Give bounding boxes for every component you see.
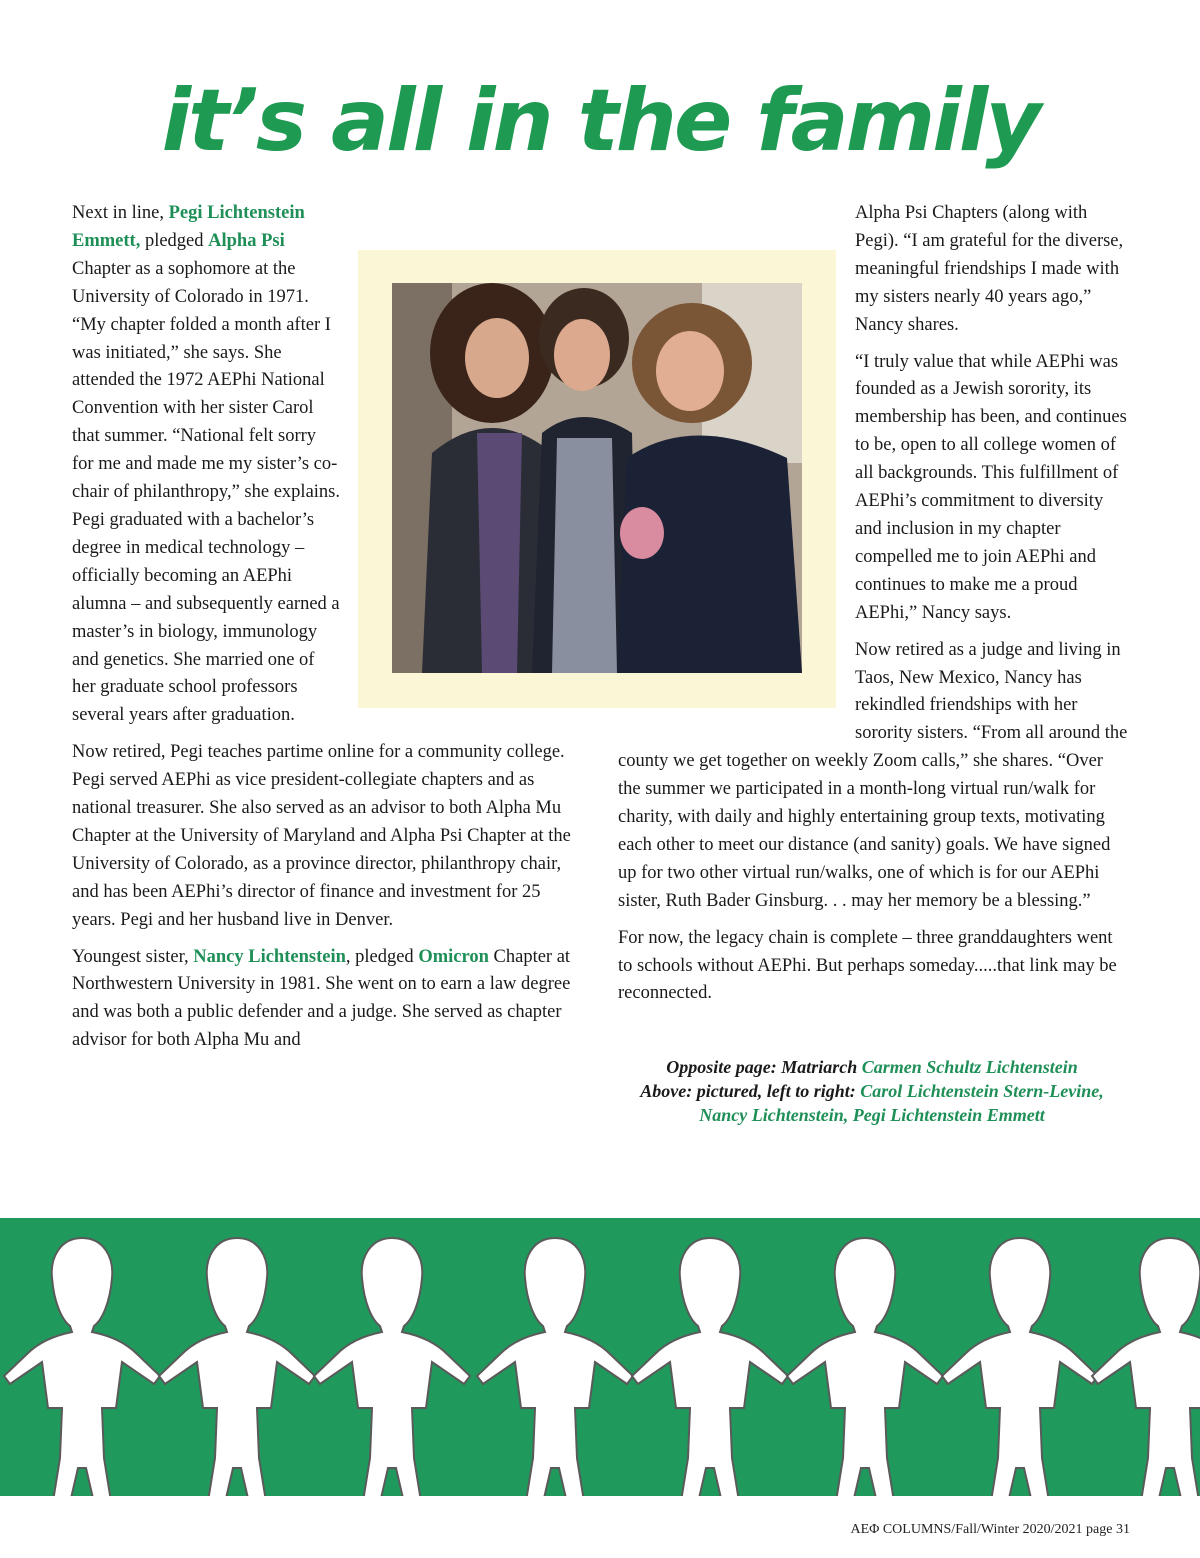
text-run: Youngest sister, xyxy=(72,946,194,967)
doll-8 xyxy=(1092,1238,1200,1496)
name-pegi: Pegi Lichtenstein Emmett, xyxy=(72,203,305,251)
paragraph-legacy: For now, the legacy chain is complete – three granddaughters went to schools without AEPhi. But perhaps someday.....that link may be reconnected. xyxy=(618,927,1117,1004)
paper-doll-chain-band xyxy=(0,1218,1200,1496)
chapter-alpha-psi: Alpha Psi xyxy=(208,230,285,251)
photo-caption xyxy=(612,1055,1132,1127)
photo-frame xyxy=(358,250,836,708)
paragraph-nancy-intro xyxy=(72,944,582,1056)
text-run: , pledged xyxy=(345,946,419,967)
paragraph-pegi-service: Now retired, Pegi teaches partime online for a community college. Pegi served AEPhi as vice president-collegiate chapters and as national treasurer. She also served as an advisor to both Alpha Mu Chapter at the University of Maryland and Alpha Psi Chapter at the University of Colorado, as a province director, philanthropy chair, and has been AEPhi’s director of finance and investment for 25 years. Pegi and her husband live in Denver. xyxy=(72,742,571,930)
caption-line-3: Nancy Lichtenstein, Pegi Lichtenstein Emmett xyxy=(699,1105,1045,1125)
paragraph-pegi-intro xyxy=(72,200,342,730)
text-run: pledged xyxy=(140,230,209,251)
paper-doll-chain xyxy=(0,1218,1200,1496)
doll-4 xyxy=(477,1238,633,1496)
caption-name-carol: Carol Lichtenstein Stern-Levine, xyxy=(860,1081,1104,1101)
page-title: it’s all in the family xyxy=(161,71,1039,171)
doll-3 xyxy=(314,1238,470,1496)
caption-line-2 xyxy=(612,1079,1132,1103)
paragraph-nancy-quote: “I truly value that while AEPhi was founded as a Jewish sorority, its membership has been, and continues to be, open to all college women of all backgrounds. This fulfillment of AEPhi’s commitment to diversity and inclusion in my chapter compelled me to join AEPhi and continues to make me a proud AEPhi,” Nancy says. xyxy=(855,351,1127,623)
text-run: Chapter at Northwestern University in 1981. She went on to earn a law degree and was both a public defender and a judge. She served as chapter advisor for both Alpha Mu and xyxy=(72,946,571,1051)
doll-2 xyxy=(159,1238,315,1496)
caption-text: Above: pictured, left to right: xyxy=(640,1081,861,1101)
sisters-photo-illustration xyxy=(392,283,802,673)
sisters-photo xyxy=(392,283,802,673)
name-nancy: Nancy Lichtenstein xyxy=(193,946,346,967)
paragraph-nancy-retired: Now retired as a judge and living in Taos, New Mexico, Nancy has rekindled friendships with her sorority sisters. “From all around the county we get together on weekly Zoom calls,” she shares. “Over the summer we participated in a month-long virtual run/walk for charity, with daily and highly entertaining group texts, motivating each other to meet our distance (and sanity) goals. We have signed up for two other virtual run/walks, one of which is for our AEPhi sister, Ruth Bader Ginsburg. . . may her memory be a blessing.” xyxy=(618,639,1128,911)
doll-7 xyxy=(942,1238,1098,1496)
doll-5 xyxy=(632,1238,788,1496)
chapter-omicron: Omicron xyxy=(418,946,489,967)
caption-text: Opposite page: Matriarch xyxy=(666,1057,862,1077)
doll-6 xyxy=(787,1238,943,1496)
caption-name-carmen: Carmen Schultz Lichtenstein xyxy=(861,1057,1078,1077)
text-run: Chapter as a sophomore at the University of Colorado in 1971. “My chapter folded a month after I was initiated,” she says. She attended the 1972 AEPhi National Convention with her sister Carol that summer. “National felt sorry for me and made me my sister’s co-chair of philanthropy,” she explains. Pegi graduated with a bachelor’s degree in medical technology – officially becoming an AEPhi alumna – and subsequently earned a master’s in biology, immunology and genetics. She married one of her graduate school professors several years after graduation. xyxy=(72,258,340,726)
doll-1 xyxy=(4,1238,160,1496)
caption-line-1 xyxy=(612,1055,1132,1079)
page-footer: AEΦ COLUMNS/Fall/Winter 2020/2021 page 31 xyxy=(850,1522,1130,1537)
text-run: Next in line, xyxy=(72,203,169,223)
paragraph-nancy-grateful: Alpha Psi Chapters (along with Pegi). “I am grateful for the diverse, meaningful friendships I made with my sisters nearly 40 years ago,” Nancy shares. xyxy=(855,203,1124,335)
